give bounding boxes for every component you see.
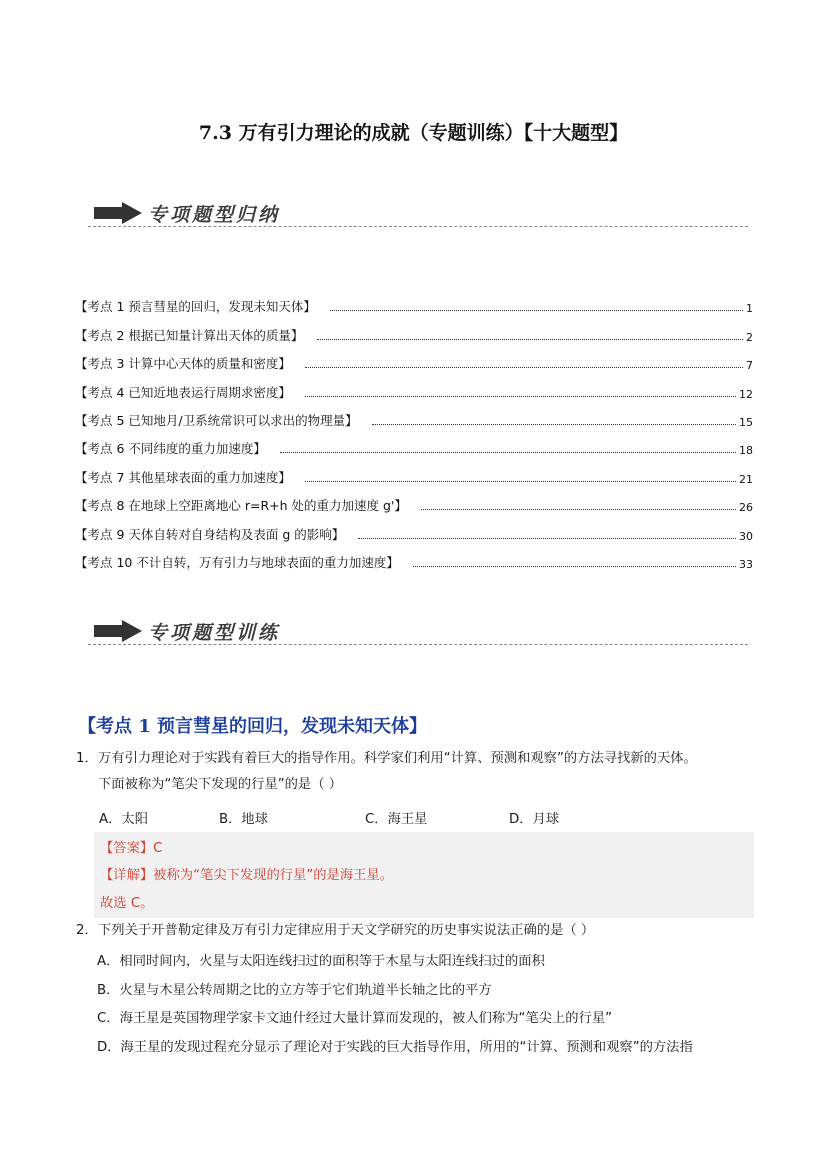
- q1-option-c[interactable]: C．海王星: [365, 812, 428, 827]
- detail-text: 【详解】被称为“笔尖下发现的行星”的是海王星。: [100, 868, 394, 883]
- toc-page: 33: [739, 557, 753, 571]
- choice-text: 故选 C。: [100, 896, 154, 911]
- table-of-contents: [75, 287, 753, 571]
- answer-text: 【答案】C: [100, 841, 163, 856]
- toc-page: 12: [739, 387, 753, 401]
- answer-box: [94, 832, 754, 918]
- toc-page: 15: [739, 415, 753, 429]
- q2-option-a[interactable]: A．相同时间内，火星与太阳连线扫过的面积等于木星与太阳连线扫过的面积: [97, 954, 545, 969]
- question-number: 2．: [76, 923, 98, 938]
- toc-page: 2: [746, 330, 753, 344]
- summary-banner-text: 专项题型归纳: [148, 204, 281, 226]
- arrow-icon: [94, 202, 142, 224]
- q1-option-a[interactable]: A．太阳: [99, 812, 148, 827]
- toc-item[interactable]: 【考点 7 其他星球表面的重力加速度】 21: [75, 469, 753, 486]
- toc-page: 30: [739, 529, 753, 543]
- toc-item[interactable]: 【考点 3 计算中心天体的质量和密度】 7: [75, 356, 753, 373]
- banner-rule: [88, 644, 748, 645]
- page-title: 7.3 万有引力理论的成就（专题训练）【十大题型】: [198, 122, 629, 144]
- question-number: 1．: [76, 751, 98, 766]
- section-heading: 【考点 1 预言彗星的回归，发现未知天体】: [78, 716, 428, 737]
- training-banner: [88, 614, 748, 648]
- toc-page: 1: [746, 302, 753, 316]
- toc-page: 7: [746, 359, 753, 373]
- toc-item[interactable]: 【考点 9 天体自转对自身结构及表面 g 的影响】 30: [75, 526, 753, 543]
- question-stem-line: 下面被称为“笔尖下发现的行星”的是（ ）: [98, 777, 343, 792]
- toc-page: 26: [739, 501, 753, 515]
- toc-item[interactable]: 【考点 8 在地球上空距离地心 r=R+h 处的重力加速度 g'】 26: [75, 498, 753, 515]
- q2-option-d[interactable]: D．海王星的发现过程充分显示了理论对于实践的巨大指导作用，所用的“计算、预测和观察”的方法指: [97, 1040, 693, 1055]
- arrow-icon: [94, 620, 142, 642]
- toc-page: 21: [739, 472, 753, 486]
- q1-option-b[interactable]: B．地球: [219, 812, 269, 827]
- toc-item[interactable]: 【考点 2 根据已知量计算出天体的质量】 2: [75, 327, 753, 344]
- training-banner-text: 专项题型训练: [148, 622, 281, 644]
- q2-option-b[interactable]: B．火星与木星公转周期之比的立方等于它们轨道半长轴之比的平方: [97, 983, 492, 998]
- question-stem-line: 万有引力理论对于实践有着巨大的指导作用。科学家们利用“计算、预测和观察”的方法寻找新的天体。: [98, 751, 697, 766]
- toc-item[interactable]: 【考点 1 预言彗星的回归，发现未知天体】 1: [75, 299, 753, 316]
- toc-item[interactable]: 【考点 10 不计自转，万有引力与地球表面的重力加速度】 33: [75, 554, 753, 571]
- toc-item[interactable]: 【考点 6 不同纬度的重力加速度】 18: [75, 441, 753, 458]
- summary-banner: [88, 196, 748, 230]
- toc-page: 18: [739, 444, 753, 458]
- question-1: [76, 746, 697, 798]
- toc-item[interactable]: 【考点 5 已知地月/卫系统常识可以求出的物理量】 15: [75, 412, 753, 429]
- toc-item[interactable]: 【考点 4 已知近地表运行周期求密度】 12: [75, 384, 753, 401]
- banner-rule: [88, 226, 748, 227]
- q1-option-d[interactable]: D．月球: [509, 812, 560, 827]
- question-stem: 下列关于开普勒定律及万有引力定律应用于天文学研究的历史事实说法正确的是（ ）: [98, 923, 595, 938]
- q2-option-c[interactable]: C．海王星是英国物理学家卡文迪什经过大量计算而发现的，被人们称为“笔尖上的行星”: [97, 1011, 613, 1026]
- question-2: [76, 918, 594, 944]
